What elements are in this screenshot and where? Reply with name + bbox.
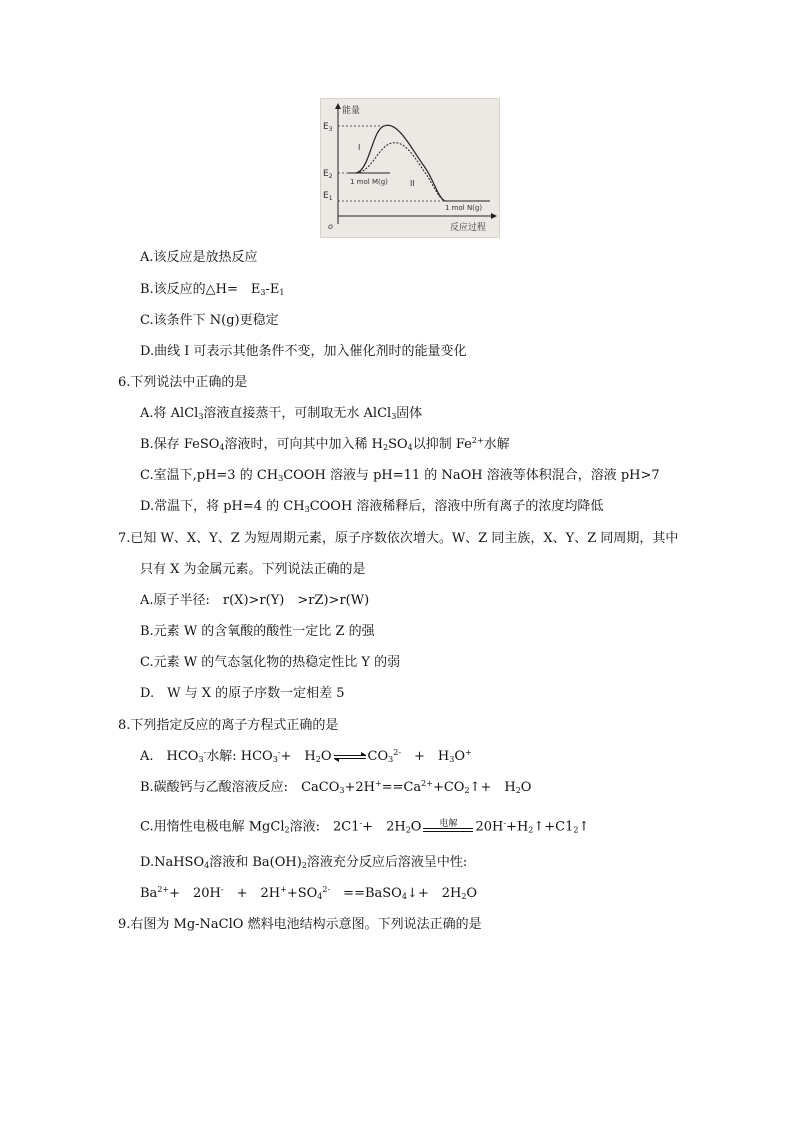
q7-option-b: B.元素 W 的含氧酸的酸性一定比 Z 的强 xyxy=(140,624,375,639)
q8-option-b: B.碳酸钙与乙酸溶液反应: $CaCO_3+2H^+==Ca^{2+}+CO_2↑+$ $H_2O$ xyxy=(140,779,532,795)
curve-2-label: II xyxy=(410,179,415,188)
energy-diagram-svg xyxy=(320,98,500,238)
origin-label: o xyxy=(328,222,333,231)
q5-option-a: A.该反应是放热反应 xyxy=(140,250,258,265)
equilibrium-arrow-icon xyxy=(334,752,366,762)
q7-option-d: D. W 与 X 的原子序数一定相差 5 xyxy=(140,686,345,701)
q8-option-a: A. $HCO_3^-$水解: $HCO_3^-+$ $H_2O$ $CO_3^{2-}$ + $H_3O^+$ xyxy=(140,748,472,764)
x-axis-label: 反应过程 xyxy=(450,223,487,233)
x-axis-arrow xyxy=(491,213,497,219)
curve-1 xyxy=(356,125,445,201)
q5-option-c: C.该条件下 N(g)更稳定 xyxy=(140,313,279,328)
q8-option-d: D.NaHSO$_4$溶液和 $Ba(OH)_2$溶液充分反应后溶液呈中性: xyxy=(140,855,468,870)
q8-option-c: C.用惰性电极电解 MgCl$_2$溶液: 2C1-+ $2H_2O$ 电解 $20H^-+H_2↑+C1_2↑$ xyxy=(140,818,590,835)
curve-1-label: I xyxy=(358,143,361,152)
level-e2-label: $E_2$ xyxy=(323,169,333,180)
q6-option-c: C.室温下,pH=3 的 $CH_3COOH$ 溶液与 pH=11 的 NaOH 溶液等体积混合，溶液 pH>7 xyxy=(140,468,660,483)
reactant-label: 1 mol M(g) xyxy=(350,178,388,186)
level-e1-label: $E_1$ xyxy=(323,191,333,202)
electrolysis-arrow: 电解 xyxy=(423,819,473,835)
level-e3-label: $E_3$ xyxy=(323,122,333,133)
q7-option-c: C.元素 W 的气态氢化物的热稳定性比 Y 的弱 xyxy=(140,655,401,670)
q6-option-d: D.常温下，将 pH=4 的 $CH_3COOH$ 溶液稀释后，溶液中所有离子的浓度均降低 xyxy=(140,499,604,514)
q6-option-a: A.将 AlCl$_3$溶液直接蒸干，可制取无水 AlCl$_3$固体 xyxy=(140,406,423,421)
q7-stem-line1: 7.已知 W、X、Y、Z 为短周期元素，原子序数依次增大。W、Z 同主族，X、Y、Z 同周期，其中 xyxy=(118,531,679,546)
q7-option-a: A.原子半径: r(X)>r(Y) >rZ)>r(W) xyxy=(140,593,370,608)
q8-stem: 8.下列指定反应的离子方程式正确的是 xyxy=(118,718,339,733)
product-label: 1 mol N(g) xyxy=(445,204,483,212)
q5-option-b: B.该反应的△H= $E_3-E_1$ xyxy=(140,282,285,297)
curve-2 xyxy=(356,143,445,201)
q6-stem: 6.下列说法中正确的是 xyxy=(118,375,248,390)
q6-option-b: B.保存 FeSO$_4$溶液时，可向其中加入稀 $H_2SO_4$以抑制 $Fe^{2+}$水解 xyxy=(140,436,510,452)
q5-option-d: D.曲线 I 可表示其他条件不变，加入催化剂时的能量变化 xyxy=(140,344,467,359)
q9-stem: 9.右图为 Mg-NaClO 燃料电池结构示意图。下列说法正确的是 xyxy=(118,917,482,932)
energy-diagram xyxy=(320,98,500,238)
y-axis-arrow xyxy=(335,103,341,109)
q7-stem-line2: 只有 X 为金属元素。下列说法正确的是 xyxy=(140,562,366,577)
y-axis-label: 能量 xyxy=(342,106,361,116)
q8-option-d-equation: $Ba^{2+}+$ 20H- + $2H^++SO_4^{2-}$ ==BaSO$_4$↓+ $2H_2O$ xyxy=(140,885,478,901)
